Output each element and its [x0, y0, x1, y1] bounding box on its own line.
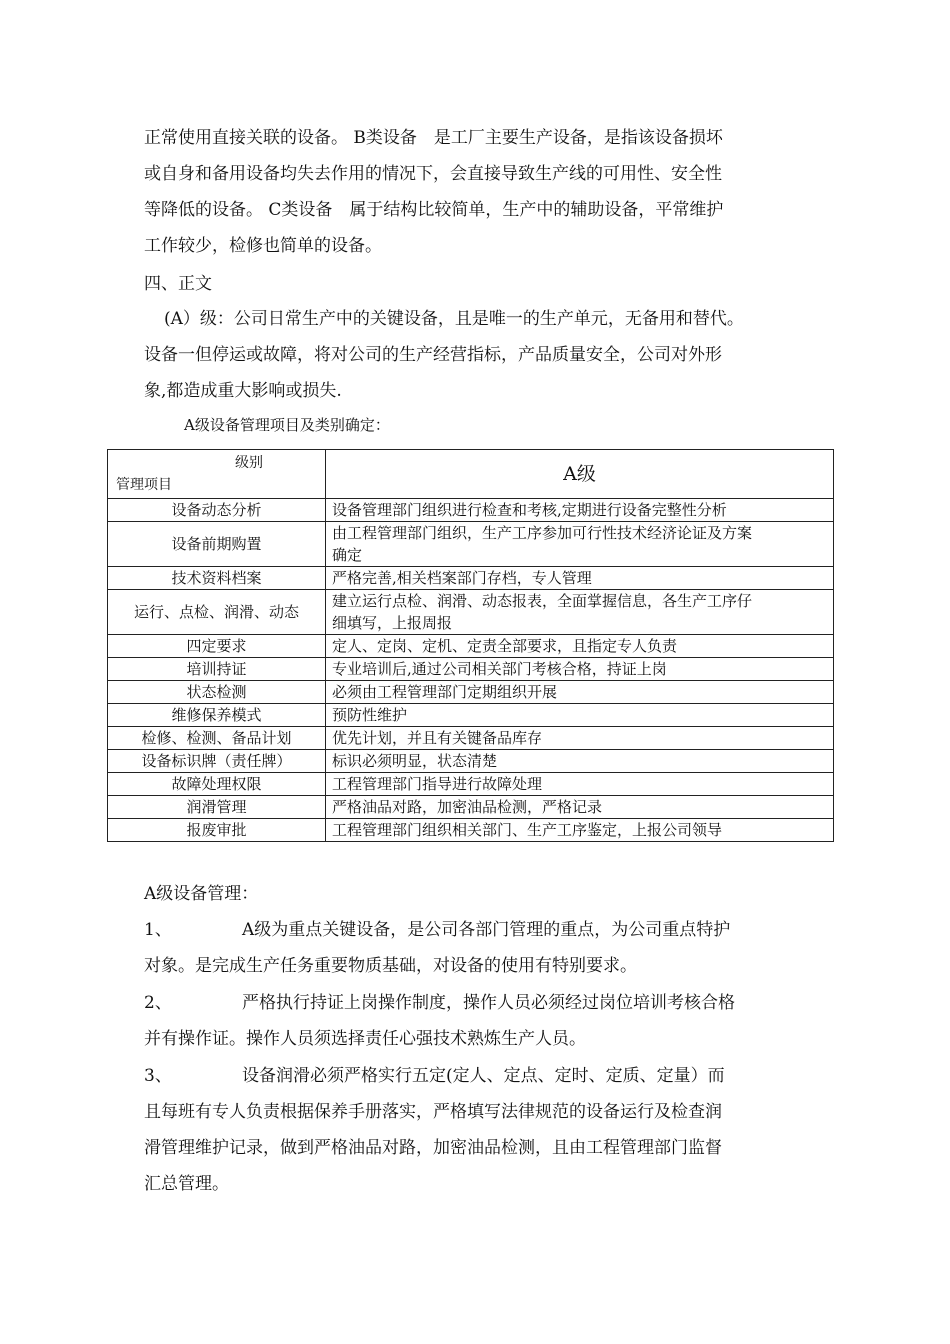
requirement-line: 严格油品对路，加密油品检测，严格记录 — [332, 798, 603, 816]
management-item-cell: 报废审批 — [108, 819, 326, 842]
management-item-cell: 润滑管理 — [108, 796, 326, 819]
intro-line: 等降低的设备。 C类设备 属于结构比较简单，生产中的辅助设备，平常维护 — [144, 200, 724, 220]
intro-line: 或自身和备用设备均失去作用的情况下，会直接导致生产线的可用性、安全性 — [144, 164, 722, 184]
management-item-cell: 四定要求 — [108, 635, 326, 658]
requirement-cell — [326, 819, 834, 842]
requirement-cell — [326, 704, 834, 727]
requirement-cell — [326, 658, 834, 681]
table-row — [108, 819, 834, 842]
requirement-line: 优先计划，并且有关键备品库存 — [332, 729, 543, 747]
requirement-line: 确定 — [332, 546, 363, 564]
grade-a-line: 象,都造成重大影响或损失. — [144, 381, 342, 401]
item-line: 并有操作证。操作人员须选择责任心强技术熟炼生产人员。 — [144, 1029, 586, 1049]
requirement-cell — [326, 522, 834, 567]
item-line: 对象。是完成生产任务重要物质基础，对设备的使用有特别要求。 — [144, 956, 637, 976]
requirement-cell — [326, 796, 834, 819]
management-item-cell: 设备标识牌（责任牌） — [108, 750, 326, 773]
management-item-cell: 设备动态分析 — [108, 499, 326, 522]
list-item — [144, 985, 824, 1057]
management-item-cell: 培训持证 — [108, 658, 326, 681]
requirement-cell — [326, 773, 834, 796]
header-level-label: 级别 — [235, 455, 263, 471]
table-row — [108, 635, 834, 658]
header-item-label: 管理项目 — [116, 477, 172, 493]
header-diagonal-cell — [108, 450, 326, 499]
requirement-cell — [326, 750, 834, 773]
table-row — [108, 567, 834, 590]
management-item-cell: 故障处理权限 — [108, 773, 326, 796]
intro-line: 工作较少，检修也简单的设备。 — [144, 236, 382, 256]
requirement-line: 预防性维护 — [332, 706, 408, 724]
grade-a-line: 设备一但停运或故障，将对公司的生产经营指标，产品质量安全，公司对外形 — [144, 345, 722, 365]
item-number: 3、 — [144, 1066, 172, 1086]
requirement-line: 定人、定岗、定机、定责全部要求，且指定专人负责 — [332, 637, 678, 655]
grade-a-line: (A）级：公司日常生产中的关键设备，且是唯一的生产单元，无备用和替代。 — [164, 309, 744, 329]
item-line: 汇总管理。 — [144, 1174, 229, 1194]
management-item-cell: 维修保养模式 — [108, 704, 326, 727]
table-row — [108, 499, 834, 522]
item-number: 1、 — [144, 920, 172, 940]
requirement-cell — [326, 499, 834, 522]
requirement-cell — [326, 681, 834, 704]
item-line: 设备润滑必须严格实行五定(定人、定点、定时、定质、定量）而 — [242, 1066, 725, 1086]
section-heading: 四、正文 — [144, 274, 212, 294]
table-row — [108, 727, 834, 750]
table-caption: A级设备管理项目及类别确定： — [184, 416, 390, 434]
requirement-cell — [326, 727, 834, 750]
item-line: 滑管理维护记录，做到严格油品对路，加密油品检测，且由工程管理部门监督 — [144, 1138, 722, 1158]
management-item-cell: 检修、检测、备品计划 — [108, 727, 326, 750]
table-row — [108, 590, 834, 635]
management-item-cell: 运行、点检、润滑、动态 — [108, 590, 326, 635]
requirement-line: 严格完善,相关档案部门存档，专人管理 — [332, 569, 592, 587]
header-grade-cell: A级 — [326, 450, 834, 499]
list-item — [144, 1058, 824, 1202]
table-row — [108, 796, 834, 819]
requirement-line: 专业培训后,通过公司相关部门考核合格，持证上岗 — [332, 660, 667, 678]
requirement-line: 由工程管理部门组织，生产工序参加可行性技术经济论证及方案 — [332, 524, 753, 542]
requirement-line: 标识必须明显，状态清楚 — [332, 752, 498, 770]
requirement-line: 建立运行点检、润滑、动态报表，全面掌握信息，各生产工序仔 — [332, 592, 753, 610]
management-item-cell: 技术资料档案 — [108, 567, 326, 590]
grade-a-paragraph — [144, 301, 834, 409]
table-row — [108, 773, 834, 796]
item-line: 且每班有专人负责根据保养手册落实，严格填写法律规范的设备运行及检查润 — [144, 1102, 722, 1122]
item-number: 2、 — [144, 993, 172, 1013]
requirement-line: 设备管理部门组织进行检查和考核,定期进行设备完整性分析 — [332, 501, 727, 519]
intro-line: 正常使用直接关联的设备。 B类设备 是工厂主要生产设备，是指该设备损坏 — [144, 128, 723, 148]
table-row — [108, 681, 834, 704]
table-row — [108, 704, 834, 727]
requirement-line: 细填写，上报周报 — [332, 614, 453, 632]
table-row — [108, 658, 834, 681]
requirement-line: 工程管理部门组织相关部门、生产工序鉴定，上报公司领导 — [332, 821, 723, 839]
table-header-row — [108, 450, 834, 499]
item-line: 严格执行持证上岗操作制度，操作人员必须经过岗位培训考核合格 — [242, 993, 735, 1013]
management-item-cell: 设备前期购置 — [108, 522, 326, 567]
intro-paragraph — [144, 120, 814, 264]
requirement-line: 必须由工程管理部门定期组织开展 — [332, 683, 558, 701]
mgmt-heading: A级设备管理： — [144, 884, 259, 904]
requirement-cell — [326, 567, 834, 590]
list-item — [144, 912, 824, 984]
table-row — [108, 750, 834, 773]
item-line: A级为重点关键设备，是公司各部门管理的重点，为公司重点特护 — [242, 920, 731, 940]
grade-a-table — [107, 449, 834, 842]
requirement-cell — [326, 590, 834, 635]
requirement-cell — [326, 635, 834, 658]
table-row — [108, 522, 834, 567]
management-item-cell: 状态检测 — [108, 681, 326, 704]
requirement-line: 工程管理部门指导进行故障处理 — [332, 775, 543, 793]
